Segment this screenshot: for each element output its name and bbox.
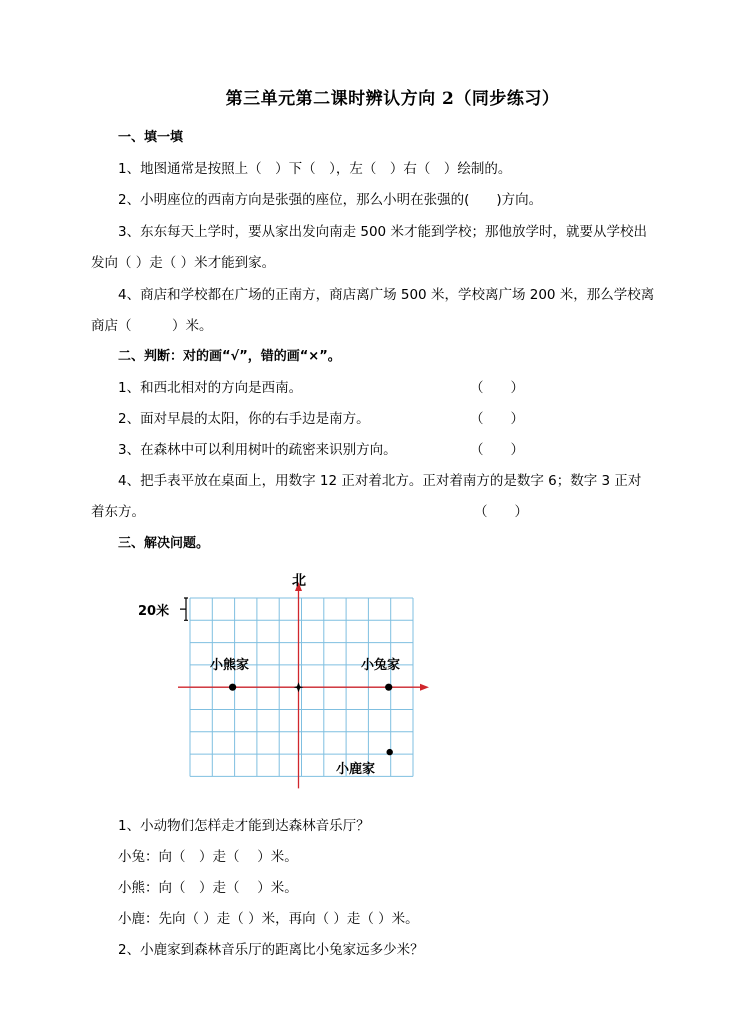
deer-home-dot	[387, 749, 393, 755]
solve-question-1: 1、小动物们怎样走才能到达森林音乐厅？	[118, 818, 370, 834]
bear-route: 小熊：向（ ）走（ ）米。	[118, 880, 298, 896]
judge-answer-3: （ ）	[470, 442, 524, 458]
rabbit-home-dot	[385, 684, 392, 691]
fill-question-4-line1: 4、商店和学校都在广场的正南方，商店离广场 500 米，学校离广场 200 米，那么学校离	[118, 287, 655, 303]
judge-question-4-line2: 着东方。	[91, 504, 145, 520]
solve-question-2: 2、小鹿家到森林音乐厅的距离比小兔家远多少米？	[118, 942, 424, 958]
scale-label: 20米	[138, 604, 170, 619]
section2-heading: 二、判断：对的画“√”，错的画“×”。	[118, 349, 341, 364]
section3-heading: 三、解决问题。	[118, 536, 210, 551]
direction-grid-svg	[130, 565, 440, 800]
judge-question-1: 1、和西北相对的方向是西南。	[118, 380, 303, 396]
judge-question-3: 3、在森林中可以利用树叶的疏密来识别方向。	[118, 442, 397, 458]
deer-route: 小鹿：先向（ ）走（ ）米，再向（ ）走（ ）米。	[118, 911, 419, 927]
judge-answer-2: （ ）	[470, 411, 524, 427]
direction-map	[130, 565, 440, 800]
judge-question-4-line1: 4、把手表平放在桌面上，用数字 12 正对着北方。正对着南方的是数字 6；数字 3 正对	[118, 473, 642, 489]
fill-question-3-line1: 3、东东每天上学时，要从家出发向南走 500 米才能到学校；那他放学时，就要从学校出	[118, 224, 647, 240]
east-arrow-icon	[420, 684, 429, 691]
fill-question-1: 1、地图通常是按照上（ ）下（ ），左（ ）右（ ）绘制的。	[118, 161, 512, 177]
judge-question-2: 2、面对早晨的太阳，你的右手边是南方。	[118, 411, 370, 427]
deer-home-label: 小鹿家	[336, 762, 376, 777]
rabbit-route: 小兔：向（ ）走（ ）米。	[118, 849, 298, 865]
fill-question-2: 2、小明座位的西南方向是张强的座位，那么小明在张强的( )方向。	[118, 192, 543, 208]
fill-question-3-line2: 发向（ ）走（ ）米才能到家。	[91, 255, 276, 271]
judge-answer-4: （ ）	[474, 504, 528, 520]
page-title: 第三单元第二课时辨认方向 2（同步练习）	[225, 89, 560, 109]
scale-bracket-icon	[180, 598, 188, 620]
north-label: 北	[292, 573, 306, 589]
judge-answer-1: （ ）	[470, 380, 524, 396]
rabbit-home-label: 小兔家	[361, 658, 401, 673]
section1-heading: 一、填一填	[118, 130, 184, 145]
bear-home-dot	[229, 684, 236, 691]
bear-home-label: 小熊家	[210, 658, 250, 673]
fill-question-4-line2: 商店（ ）米。	[91, 318, 213, 334]
